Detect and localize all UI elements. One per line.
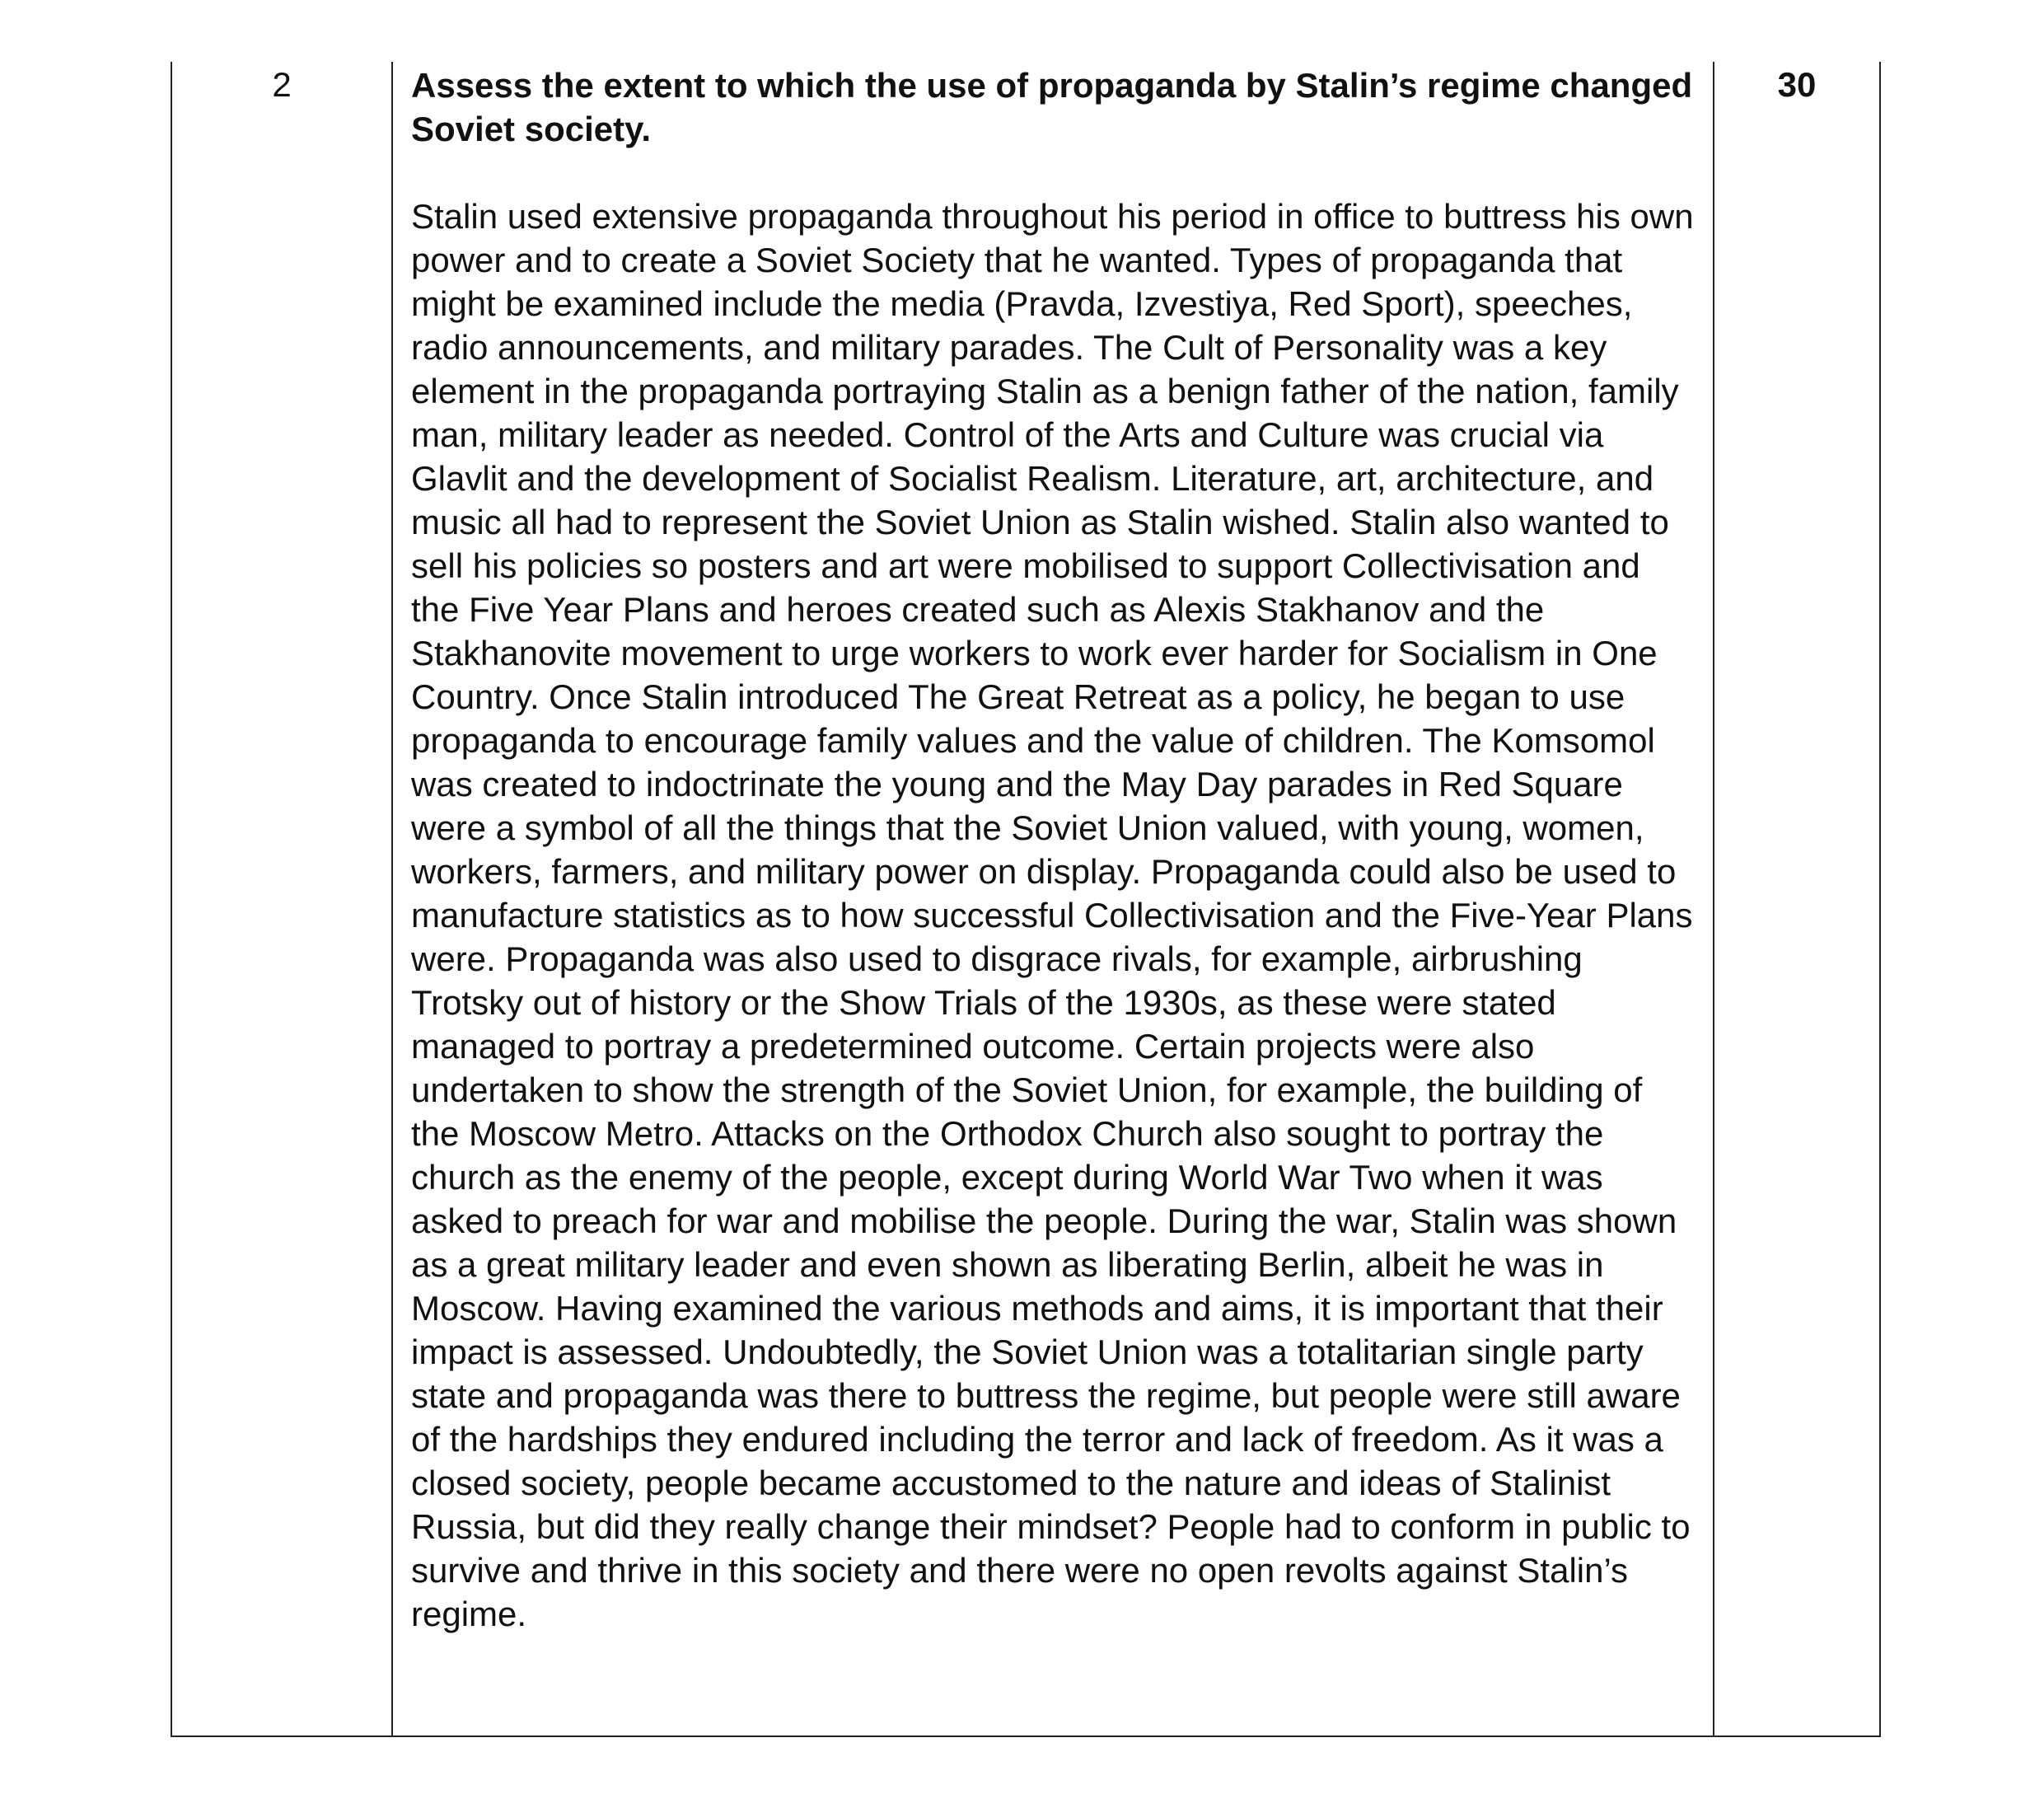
question-prompt: Assess the extent to which the use of propaganda by Stalin’s regime changed Soviet society. (411, 66, 1693, 148)
question-content-cell (392, 62, 1714, 1736)
table-row (171, 62, 1880, 1736)
indicative-content: Stalin used extensive propaganda throughout his period in office to buttress his own power and to create a Soviet Society that he wanted. Types of propaganda that might be examined include the media (Pravda, Izvestiya, Red Sport), speeches, radio announcements, and military parades. The Cult of Personality was a key element in the propaganda portraying Stalin as a benign father of the nation, family man, military leader as needed. Control of the Arts and Culture was crucial via Glavlit and the development of Socialist Realism. Literature, art, architecture, and music all had to represent the Soviet Union as Stalin wished. Stalin also wanted to sell his policies so posters and art were mobilised to support Collectivisation and the Five Year Plans and heroes created such as Alexis Stakhanov and the Stakhanovite movement to urge workers to work ever harder for Socialism in One Country. Once Stalin introduced The Great Retreat as a policy, he began to use propaganda to encourage family values and the value of children. The Komsomol was created to indoctrinate the young and the May Day parades in Red Square were a symbol of all the things that the Soviet Union valued, with young, women, workers, farmers, and military power on display. Propaganda could also be used to manufacture statistics as to how successful Collectivisation and the Five-Year Plans were. Propaganda was also used to disgrace rivals, for example, airbrushing Trotsky out of history or the Show Trials of the 1930s, as these were stated managed to portray a predetermined outcome. Certain projects were also undertaken to show the strength of the Soviet Union, for example, the building of the Moscow Metro. Attacks on the Orthodox Church also sought to portray the church as the enemy of the people, except during World War Two when it was asked to preach for war and mobilise the people. During the war, Stalin was shown as a great military leader and even shown as liberating Berlin, albeit he was in Moscow. Having examined the various methods and aims, it is important that their impact is assessed. Undoubtedly, the Soviet Union was a totalitarian single party state and propaganda was there to buttress the regime, but people were still aware of the hardships they endured including the terror and lack of freedom. As it was a closed society, people became accustomed to the nature and ideas of Stalinist Russia, but did they really change their mindset? People had to conform in public to survive and thrive in this society and there were no open revolts against Stalin’s regime. (411, 197, 1694, 1633)
question-number-cell (171, 62, 392, 1736)
marks-value: 30 (1777, 65, 1817, 104)
question-number: 2 (272, 65, 292, 104)
mark-scheme-table (171, 62, 1881, 1737)
marks-cell (1714, 62, 1880, 1736)
